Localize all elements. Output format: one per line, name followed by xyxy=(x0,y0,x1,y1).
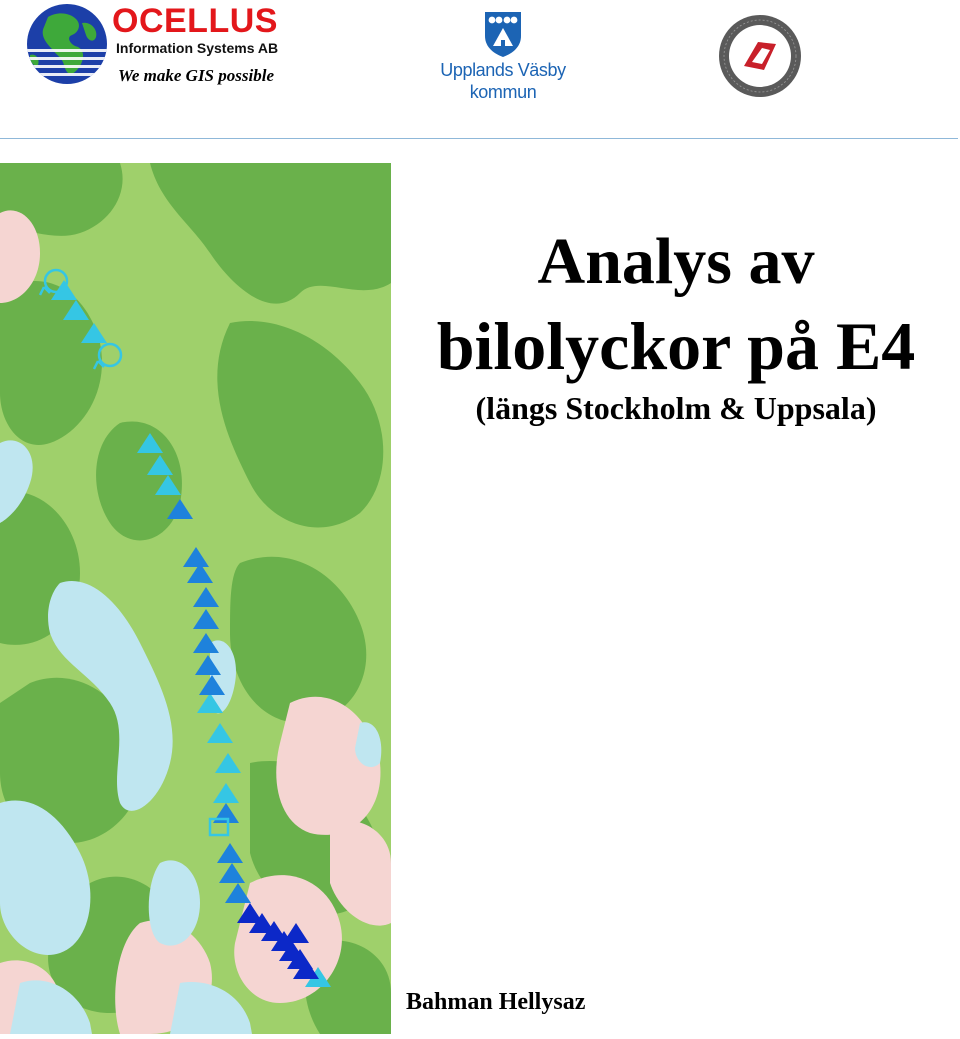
municipality-kommun: kommun xyxy=(469,82,537,102)
ocellus-tagline: We make GIS possible xyxy=(118,66,274,85)
certification-badge-icon xyxy=(718,14,802,98)
document-title-line2: bilolyckor på E4 xyxy=(436,308,916,384)
municipality-shield-icon xyxy=(483,10,523,58)
header-divider xyxy=(0,138,958,139)
upplands-vasby-logo xyxy=(436,10,570,102)
ocellus-name: OCELLUS xyxy=(112,2,278,40)
document-author: Bahman Hellysaz xyxy=(406,989,586,1015)
accident-map xyxy=(0,163,391,1034)
globe-icon xyxy=(26,3,108,85)
document-subtitle: (längs Stockholm & Uppsala) xyxy=(475,390,877,426)
municipality-name: Upplands Väsby xyxy=(440,60,566,80)
ocellus-subtitle: Information Systems AB xyxy=(116,40,279,56)
ocellus-logo xyxy=(26,3,306,87)
document-title-line1: Analys av xyxy=(537,225,815,298)
